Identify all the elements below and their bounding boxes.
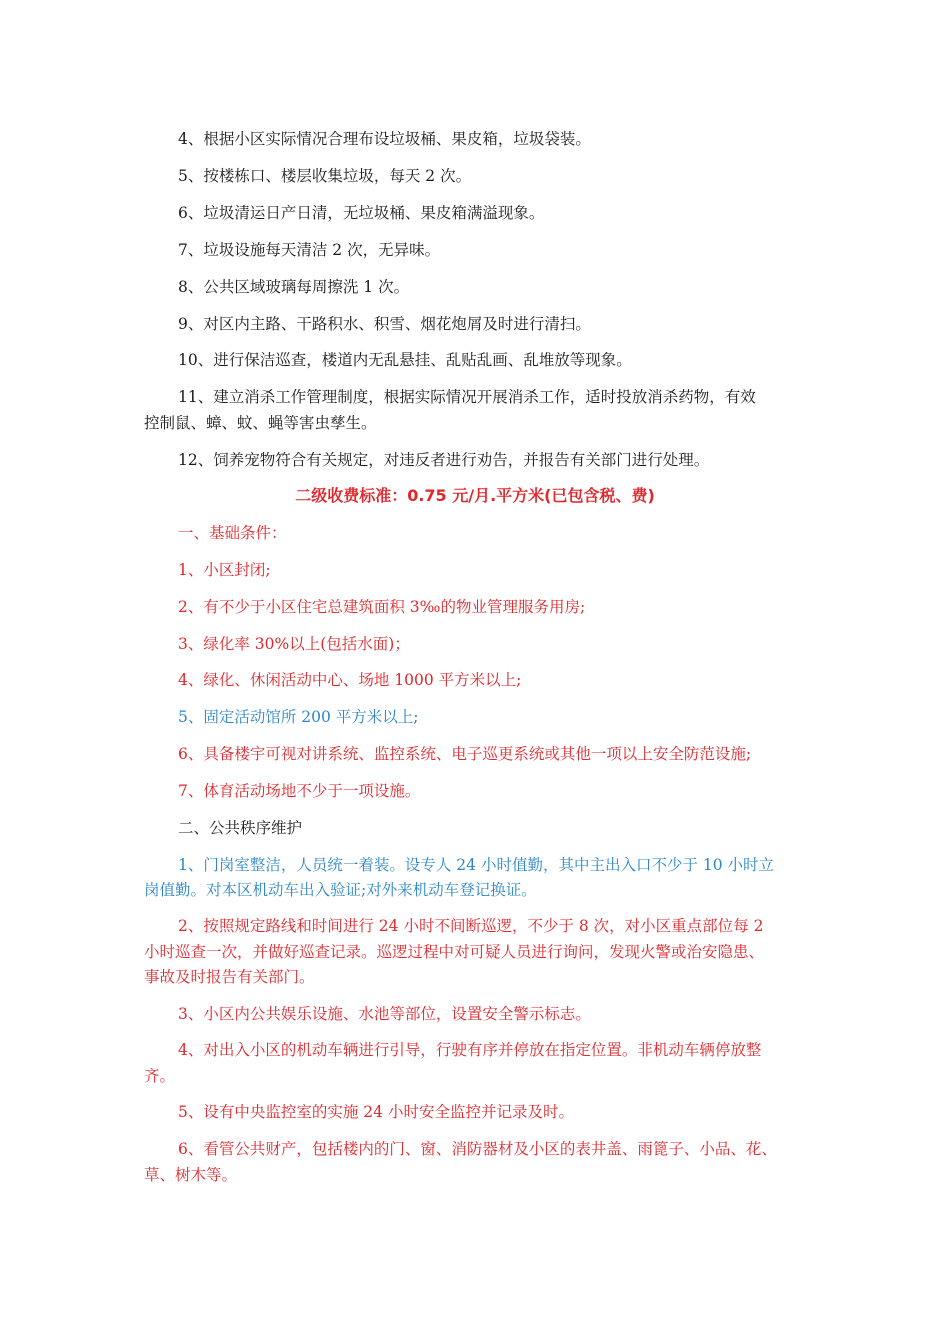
sanitation-item-5: 5、按楼栋口、楼层收集垃圾，每天 2 次。 — [178, 167, 472, 185]
sanitation-item-4: 4、根据小区实际情况合理布设垃圾桶、果皮箱，垃圾袋装。 — [178, 130, 591, 148]
basic-item-7: 7、体育活动场地不少于一项设施。 — [178, 782, 421, 800]
sanitation-item-7: 7、垃圾设施每天清洁 2 次，无异味。 — [178, 241, 441, 259]
sanitation-item-11-line1: 11、建立消杀工作管理制度，根据实际情况开展消杀工作，适时投放消杀药物，有效 — [178, 388, 756, 406]
sanitation-item-10: 10、进行保洁巡查，楼道内无乱悬挂、乱贴乱画、乱堆放等现象。 — [178, 351, 632, 369]
order-item-2-line1: 2、按照规定路线和时间进行 24 小时不间断巡逻，不少于 8 次，对小区重点部位每 2 — [178, 917, 764, 935]
order-item-1-line2: 岗值勤。对本区机动车出入验证;对外来机动车登记换证。 — [144, 881, 537, 899]
basic-item-5: 5、固定活动馆所 200 平方米以上; — [178, 708, 419, 726]
basic-conditions-title: 一、基础条件： — [178, 524, 287, 542]
basic-item-1: 1、小区封闭; — [178, 561, 271, 579]
basic-item-4: 4、绿化、休闲活动中心、场地 1000 平方米以上; — [178, 671, 522, 689]
sanitation-item-11-line2: 控制鼠、蟑、蚊、蝇等害虫孳生。 — [144, 414, 377, 432]
public-order-title: 二、公共秩序维护 — [178, 819, 303, 837]
order-item-4-line2: 齐。 — [144, 1067, 176, 1085]
basic-item-6: 6、具备楼宇可视对讲系统、监控系统、电子巡更系统或其他一项以上安全防范设施; — [178, 745, 752, 763]
order-item-1-line1: 1、门岗室整洁，人员统一着装。设专人 24 小时值勤，其中主出入口不少于 10 小时立 — [178, 856, 775, 874]
order-item-6-line1: 6、看管公共财产，包括楼内的门、窗、消防器材及小区的表井盖、雨篦子、小品、花、 — [178, 1140, 777, 1158]
order-item-2-line2: 小时巡查一次，并做好巡查记录。巡逻过程中对可疑人员进行询问，发现火警或治安隐患、 — [144, 943, 765, 961]
basic-item-3: 3、绿化率 30%以上(包括水面)； — [178, 635, 410, 653]
order-item-4-line1: 4、对出入小区的机动车辆进行引导，行驶有序并停放在指定位置。非机动车辆停放整 — [178, 1041, 762, 1059]
sanitation-item-9: 9、对区内主路、干路积水、积雪、烟花炮屑及时进行清扫。 — [178, 315, 591, 333]
order-item-2-line3: 事故及时报告有关部门。 — [144, 968, 315, 986]
sanitation-item-12: 12、饲养宠物符合有关规定，对违反者进行劝告，并报告有关部门进行处理。 — [178, 451, 710, 469]
order-item-6-line2: 草、树木等。 — [144, 1166, 238, 1184]
order-item-5: 5、设有中央监控室的实施 24 小时安全监控并记录及时。 — [178, 1103, 574, 1121]
sanitation-item-8: 8、公共区域玻璃每周擦洗 1 次。 — [178, 278, 410, 296]
sanitation-item-6: 6、垃圾清运日产日清，无垃圾桶、果皮箱满溢现象。 — [178, 204, 545, 222]
basic-item-2: 2、有不少于小区住宅总建筑面积 3‰的物业管理服务用房; — [178, 598, 586, 616]
order-item-3: 3、小区内公共娱乐设施、水池等部位，设置安全警示标志。 — [178, 1005, 591, 1023]
level2-fee-heading: 二级收费标准：0.75 元/月.平方米(已包含税、费) — [295, 486, 655, 505]
